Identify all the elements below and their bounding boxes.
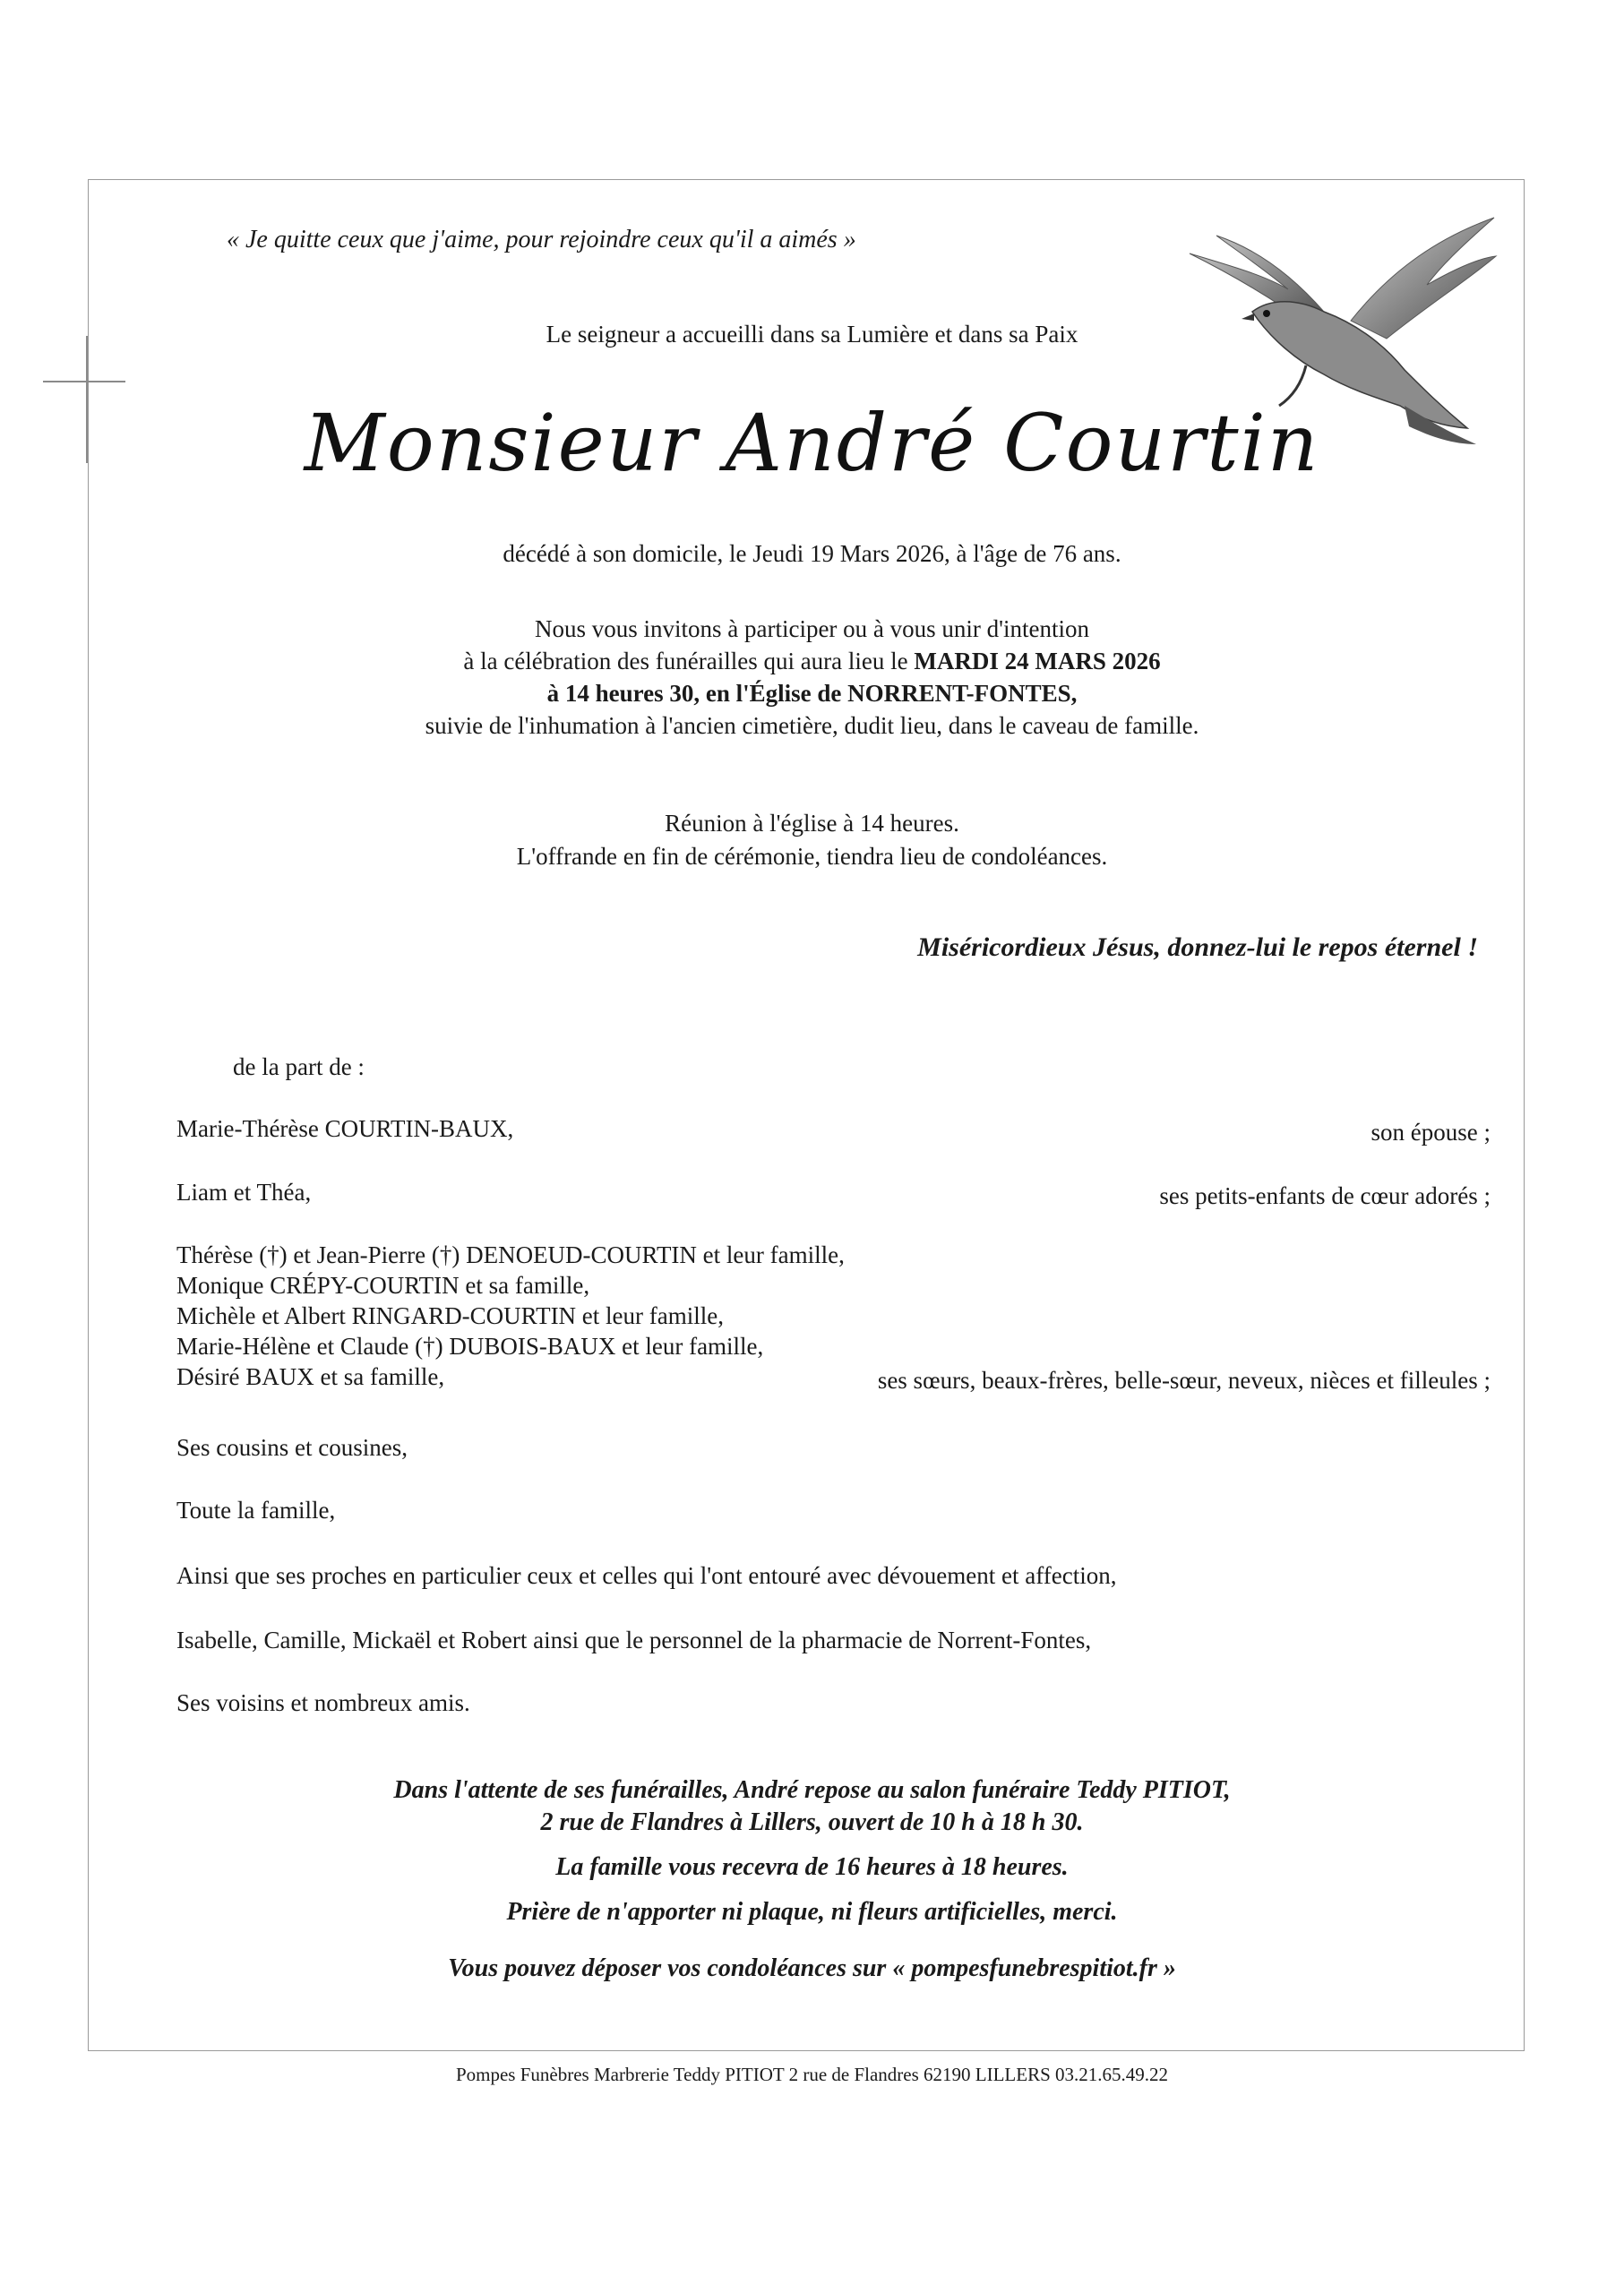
prayer: Miséricordieux Jésus, donnez-lui le repos éternel ! xyxy=(917,932,1478,962)
deceased-name: Monsieur André Courtin xyxy=(304,397,1320,489)
family-name-spouse: Marie-Thérèse COURTIN-BAUX, xyxy=(176,1115,514,1142)
sibling-line: Désiré BAUX et sa famille, xyxy=(176,1363,445,1390)
family-relation-spouse: son épouse ; xyxy=(1371,1119,1491,1146)
others-line: Ses voisins et nombreux amis. xyxy=(176,1689,470,1716)
funeral-date: MARDI 24 MARS 2026 xyxy=(914,648,1161,674)
siblings-relation: ses sœurs, beaux-frères, belle-sœur, neveux, nièces et filleules ; xyxy=(877,1367,1491,1394)
closing-line-3: La famille vous recevra de 16 heures à 18 heures. xyxy=(555,1853,1069,1881)
closing-line-1: Dans l'attente de ses funérailles, André repose au salon funéraire Teddy PITIOT, xyxy=(393,1776,1231,1804)
cross-icon-bar xyxy=(43,381,125,382)
others-line: Toute la famille, xyxy=(176,1497,336,1524)
meeting-line-1: Réunion à l'église à 14 heures. xyxy=(665,810,959,837)
sibling-line: Monique CRÉPY-COURTIN et sa famille, xyxy=(176,1272,590,1299)
family-relation-grandchildren: ses petits-enfants de cœur adorés ; xyxy=(1159,1182,1491,1209)
invitation-line-2 xyxy=(0,647,1624,675)
death-notice: décédé à son domicile, le Jeudi 19 Mars 2026, à l'âge de 76 ans. xyxy=(503,540,1121,567)
invitation-line-4: suivie de l'inhumation à l'ancien cimetière, dudit lieu, dans le caveau de famille. xyxy=(425,712,1199,739)
sibling-line: Michèle et Albert RINGARD-COURTIN et leur famille, xyxy=(176,1302,724,1329)
footer: Pompes Funèbres Marbrerie Teddy PITIOT 2 rue de Flandres 62190 LILLERS 03.21.65.49.22 xyxy=(455,2064,1169,2085)
sibling-line: Thérèse (†) et Jean-Pierre (†) DENOEUD-COURTIN et leur famille, xyxy=(176,1241,845,1268)
meeting-line-2: L'offrande en fin de cérémonie, tiendra lieu de condoléances. xyxy=(516,843,1108,870)
invitation-line-2-text: à la célébration des funérailles qui aura lieu le xyxy=(463,648,915,674)
sibling-line: Marie-Hélène et Claude (†) DUBOIS-BAUX et leur famille, xyxy=(176,1333,764,1360)
closing-line-2: 2 rue de Flandres à Lillers, ouvert de 10 h à 18 h 30. xyxy=(540,1808,1084,1836)
intro-line: Le seigneur a accueilli dans sa Lumière et dans sa Paix xyxy=(546,321,1078,348)
closing-line-5: Vous pouvez déposer vos condoléances sur « pompesfunebrespitiot.fr » xyxy=(448,1954,1176,1982)
family-name-grandchildren: Liam et Théa, xyxy=(176,1179,312,1206)
quote: « Je quitte ceux que j'aime, pour rejoindre ceux qu'il a aimés » xyxy=(227,226,856,253)
closing-line-4: Prière de n'apporter ni plaque, ni fleurs artificielles, merci. xyxy=(506,1898,1118,1926)
invitation-line-3: à 14 heures 30, en l'Église de NORRENT-FONTES, xyxy=(546,680,1078,707)
invitation-line-1: Nous vous invitons à participer ou à vous unir d'intention xyxy=(534,615,1090,642)
others-line: Ainsi que ses proches en particulier ceux et celles qui l'ont entouré avec dévouement et affection, xyxy=(176,1562,1117,1589)
others-line: Ses cousins et cousines, xyxy=(176,1434,408,1461)
from-label: de la part de : xyxy=(233,1053,365,1080)
others-line: Isabelle, Camille, Mickaël et Robert ainsi que le personnel de la pharmacie de Norrent-Fontes, xyxy=(176,1627,1092,1653)
